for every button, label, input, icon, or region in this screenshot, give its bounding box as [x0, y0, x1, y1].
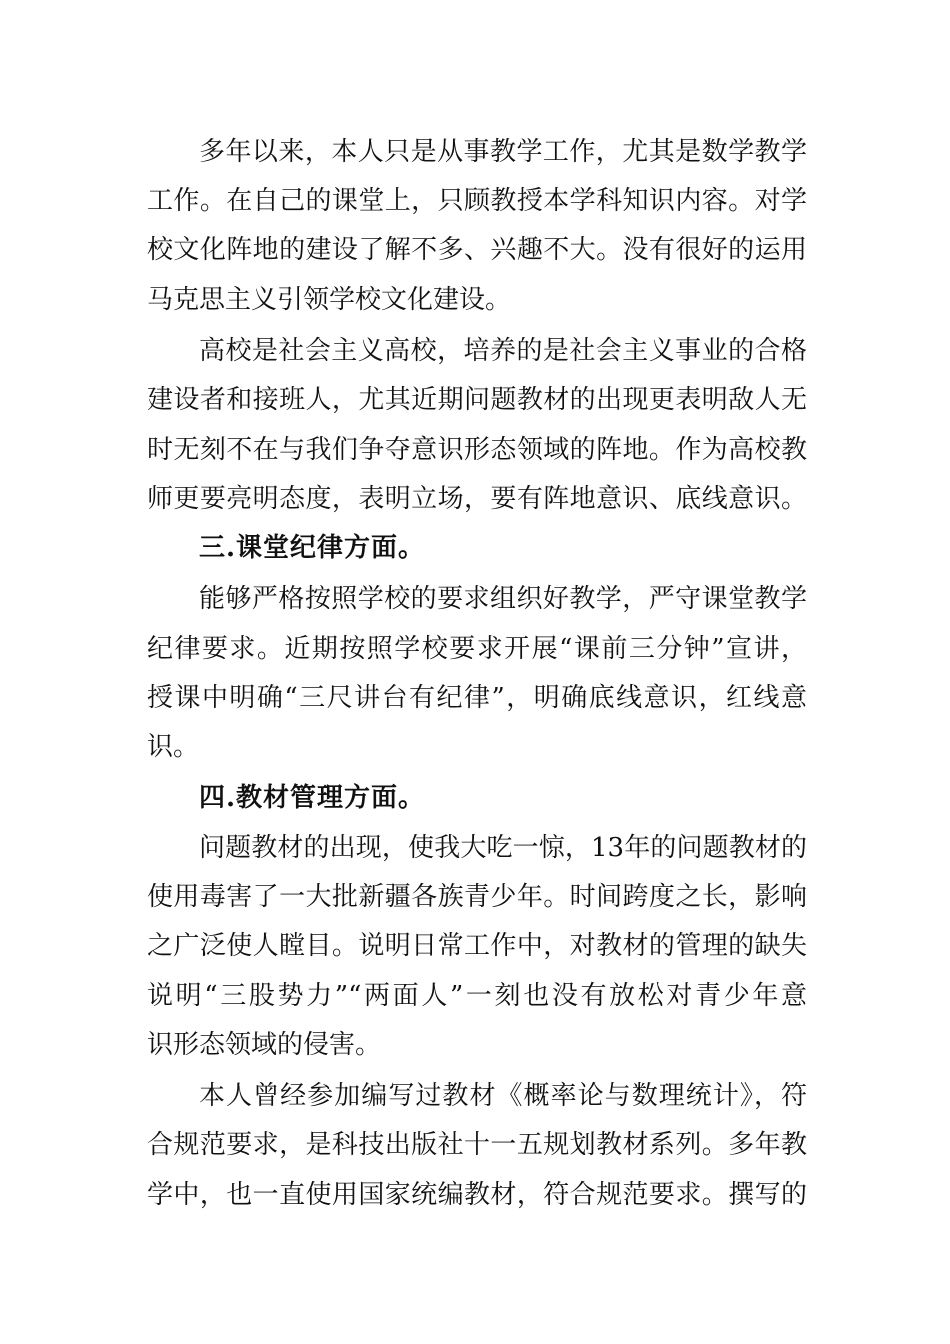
paragraph-line: 合规范要求，是科技出版社十一五规划教材系列。多年教 — [147, 1130, 807, 1160]
paragraph-line: 校文化阵地的建设了解不多、兴趣不大。没有很好的运用 — [147, 235, 807, 265]
paragraph-line: 之广泛使人瞠目。说明日常工作中，对教材的管理的缺失 — [147, 931, 807, 961]
paragraph-line: 能够严格按照学校的要求组织好教学，严守课堂教学 — [199, 584, 807, 614]
paragraph-line: 建设者和接班人，尤其近期问题教材的出现更表明敌人无 — [147, 385, 807, 415]
paragraph-line: 授课中明确“三尺讲台有纪律”，明确底线意识，红线意 — [147, 683, 807, 713]
paragraph-line: 多年以来，本人只是从事教学工作，尤其是数学教学 — [199, 137, 807, 167]
paragraph-line: 工作。在自己的课堂上，只顾教授本学科知识内容。对学 — [147, 186, 807, 216]
paragraph-line: 说明“三股势力”“两面人”一刻也没有放松对青少年意 — [147, 981, 807, 1011]
paragraph-line: 学中，也一直使用国家统编教材，符合规范要求。撰写的 — [147, 1180, 807, 1210]
paragraph-line: 问题教材的出现，使我大吃一惊，13年的问题教材的 — [199, 833, 807, 863]
paragraph-line: 纪律要求。近期按照学校要求开展“课前三分钟”宣讲， — [147, 634, 807, 664]
section-heading: 三.课堂纪律方面。 — [199, 533, 426, 563]
paragraph-line: 使用毒害了一大批新疆各族青少年。时间跨度之长，影响 — [147, 882, 807, 912]
section-heading: 四.教材管理方面。 — [199, 783, 426, 813]
paragraph-line: 时无刻不在与我们争夺意识形态领域的阵地。作为高校教 — [147, 435, 807, 465]
paragraph-line: 识形态领域的侵害。 — [147, 1030, 382, 1060]
paragraph-line: 高校是社会主义高校，培养的是社会主义事业的合格 — [199, 336, 807, 366]
paragraph-line: 识。 — [147, 732, 200, 762]
paragraph-line: 师更要亮明态度，表明立场，要有阵地意识、底线意识。 — [147, 484, 807, 514]
paragraph-line: 马克思主义引领学校文化建设。 — [147, 285, 512, 315]
paragraph-line: 本人曾经参加编写过教材《概率论与数理统计》，符 — [199, 1081, 807, 1111]
